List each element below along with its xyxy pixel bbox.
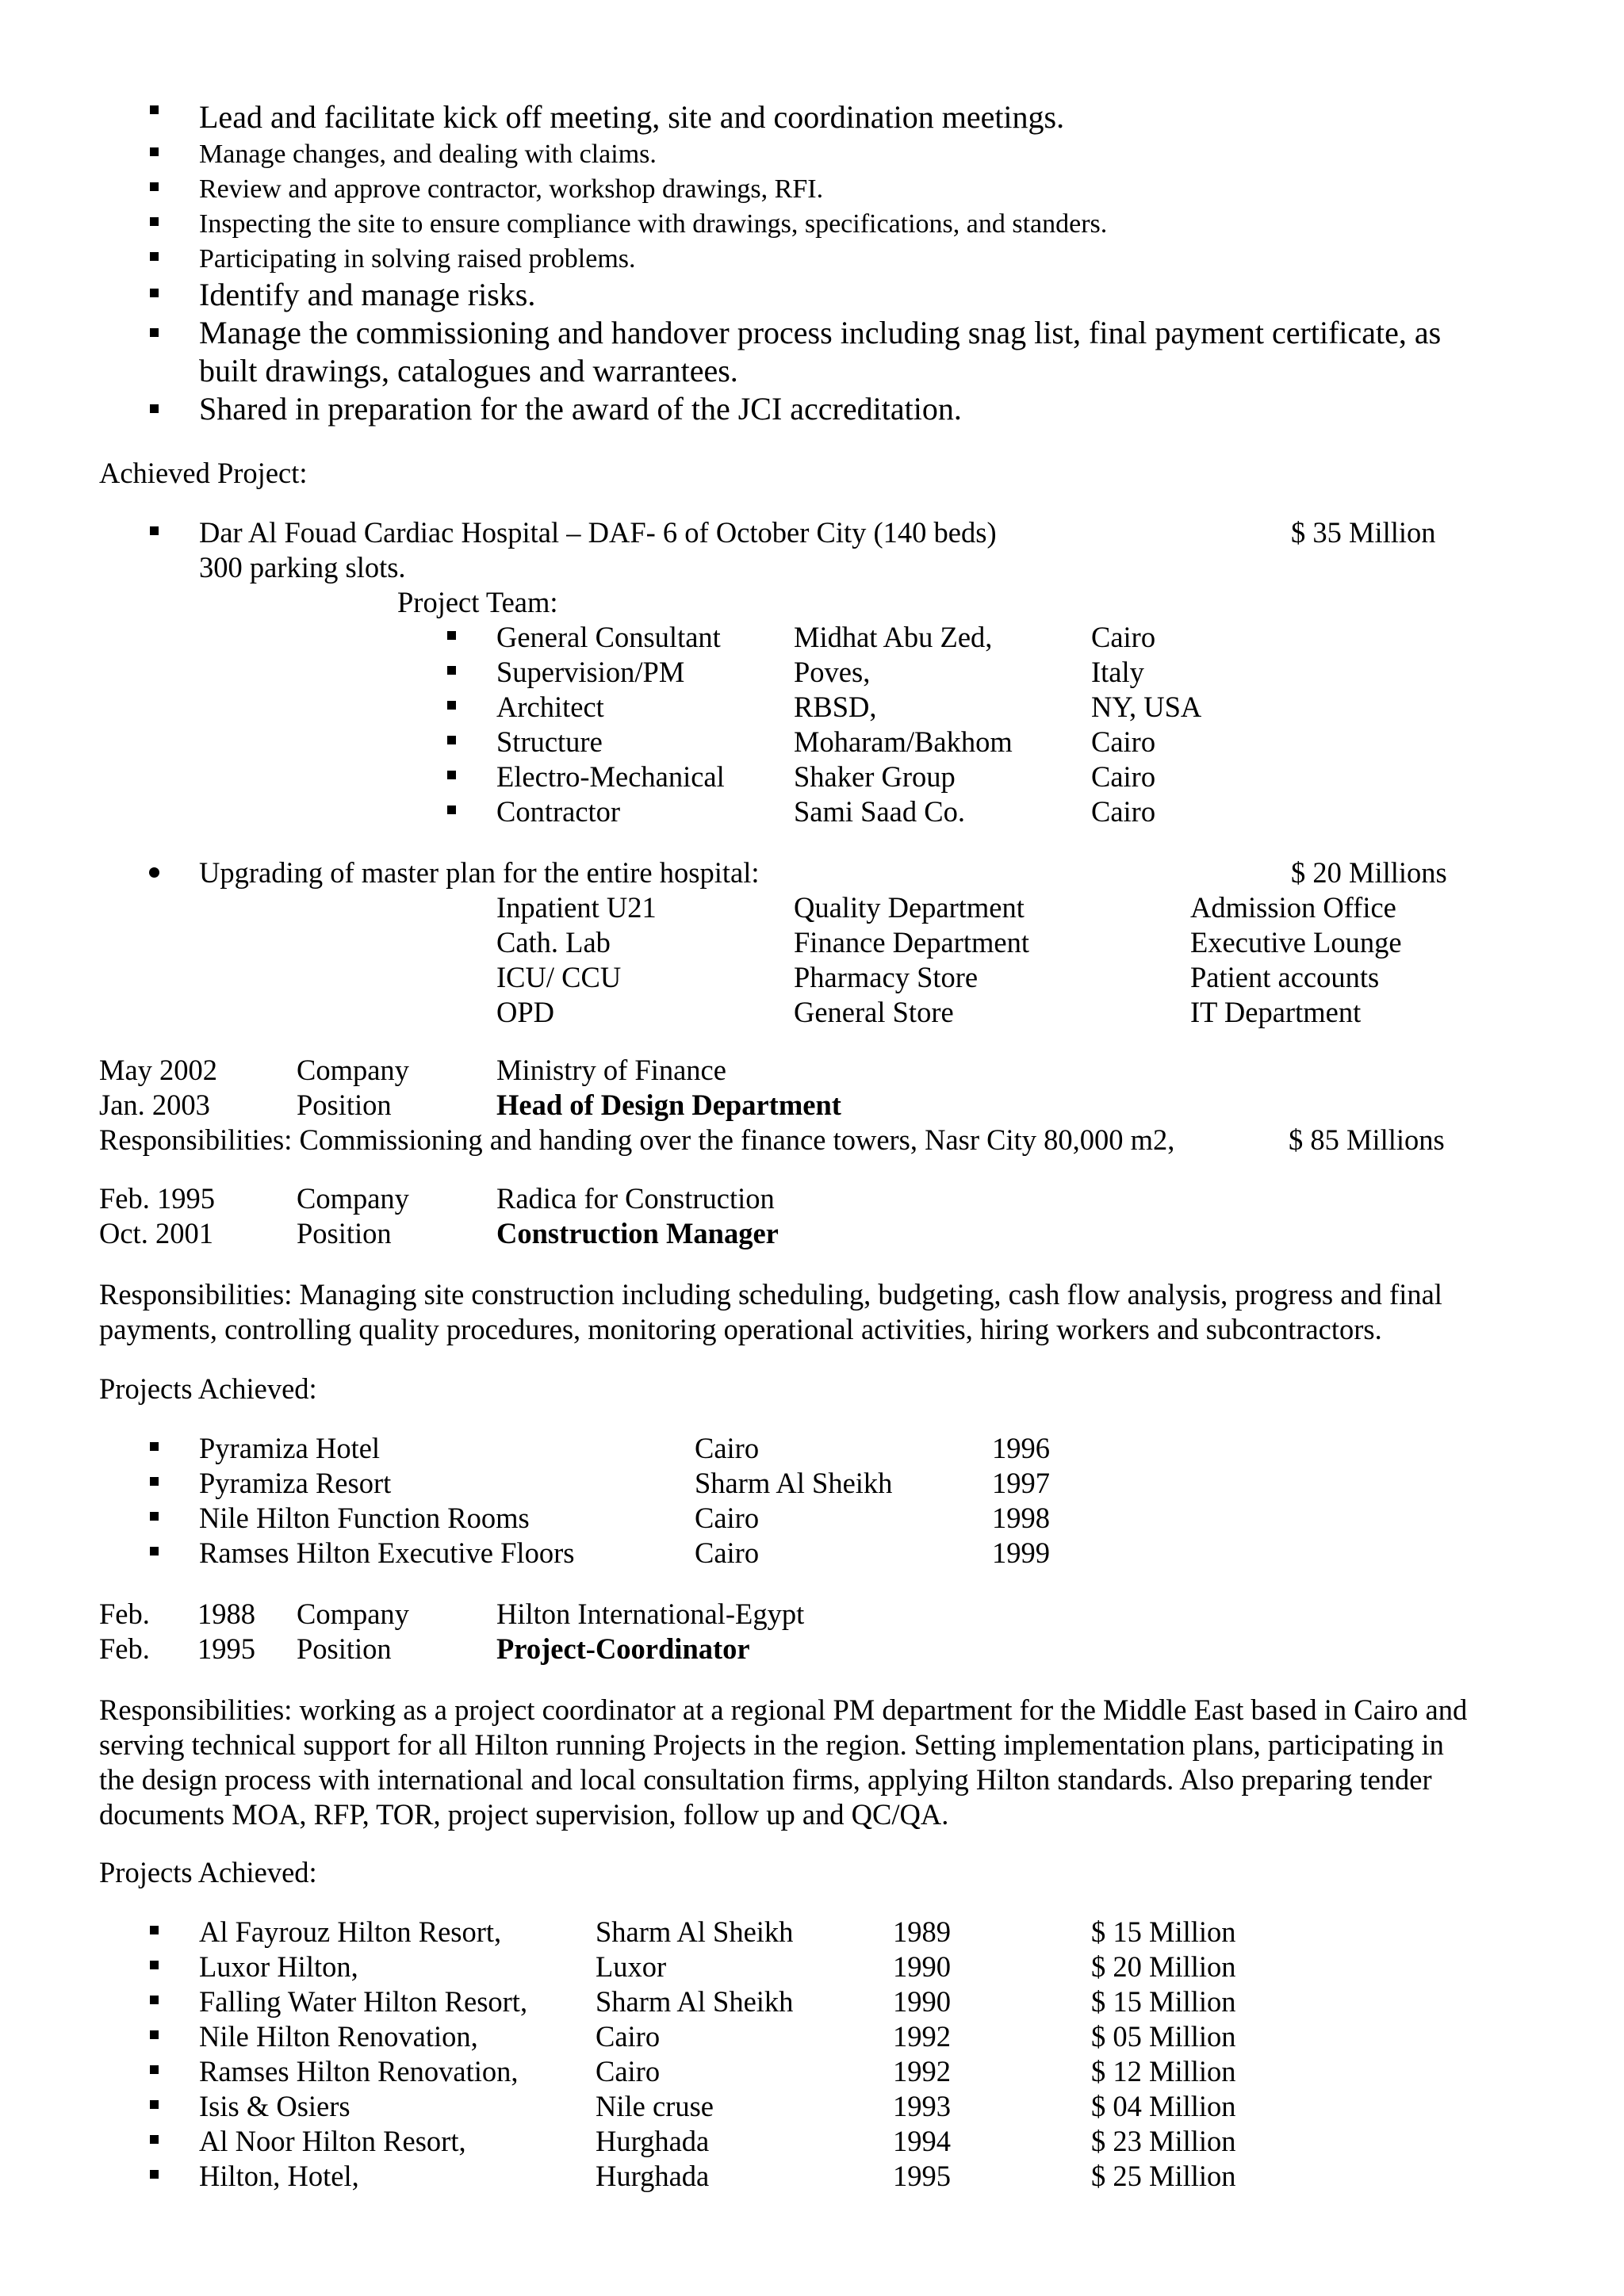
- project-location: Sharm Al Sheikh: [596, 1915, 794, 1948]
- project-location: Cairo: [695, 1432, 760, 1464]
- project-location: Sharm Al Sheikh: [596, 1985, 794, 2018]
- department-item: OPD: [496, 996, 555, 1028]
- project-value: $ 25 Million: [1091, 2160, 1236, 2192]
- project-name: Pyramiza Hotel: [199, 1432, 381, 1464]
- project-location: Nile cruse: [596, 2090, 714, 2122]
- project-name: Luxor Hilton,: [199, 1950, 358, 1983]
- bullet-item: Identify and manage risks.: [199, 277, 536, 312]
- bullet-square-icon: [447, 701, 456, 710]
- bullet-item: Lead and facilitate kick off meeting, site and coordination meetings.: [199, 99, 1065, 135]
- section-heading: Projects Achieved:: [99, 1856, 317, 1888]
- bullet-square-icon: [150, 182, 159, 191]
- job-field-label: Position: [297, 1089, 392, 1121]
- team-company: Midhat Abu Zed,: [794, 621, 993, 653]
- job-end-date: Jan. 2003: [99, 1089, 210, 1121]
- job-value: $ 85 Millions: [1289, 1123, 1445, 1156]
- bullet-square-icon: [150, 147, 159, 156]
- job-field-label: Company: [297, 1054, 409, 1086]
- project-year: 1990: [893, 1950, 951, 1983]
- job-responsibilities: the design process with international and local consultation firms, applying Hilton standards. Also preparing tender: [99, 1763, 1432, 1796]
- bullet-square-icon: [150, 2065, 159, 2074]
- team-location: Cairo: [1091, 795, 1156, 828]
- project-year: 1992: [893, 2020, 951, 2053]
- project-value: $ 23 Million: [1091, 2125, 1236, 2157]
- project-name: Al Noor Hilton Resort,: [199, 2125, 466, 2157]
- bullet-square-icon: [150, 1477, 159, 1486]
- bullet-square-icon: [150, 2030, 159, 2039]
- department-item: General Store: [794, 996, 954, 1028]
- project-location: Cairo: [596, 2055, 661, 2087]
- project-location: Hurghada: [596, 2160, 710, 2192]
- department-item: Finance Department: [794, 926, 1029, 959]
- team-role: Architect: [496, 691, 604, 723]
- project-year: 1998: [992, 1502, 1050, 1534]
- project-year: 1992: [893, 2055, 951, 2087]
- job-end-month: Feb.: [99, 1632, 150, 1665]
- bullet-item: Manage the commissioning and handover process including snag list, final payment certificate, as: [199, 315, 1442, 350]
- project-value: $ 20 Million: [1091, 1950, 1236, 1983]
- job-responsibilities: serving technical support for all Hilton running Projects in the region. Setting implementation plans, participating in: [99, 1728, 1444, 1761]
- bullet-square-icon: [150, 328, 159, 337]
- bullet-dot-icon: [149, 867, 159, 878]
- project-title: Upgrading of master plan for the entire hospital:: [199, 856, 760, 889]
- bullet-square-icon: [150, 404, 159, 413]
- project-name: Isis & Osiers: [199, 2090, 350, 2122]
- project-location: Hurghada: [596, 2125, 710, 2157]
- bullet-item: Participating in solving raised problems.: [199, 244, 636, 274]
- project-year: 1994: [893, 2125, 951, 2157]
- bullet-square-icon: [150, 1547, 159, 1556]
- team-role: General Consultant: [496, 621, 721, 653]
- department-item: Inpatient U21: [496, 891, 657, 924]
- job-company: Hilton International-Egypt: [496, 1598, 805, 1630]
- bullet-item: Inspecting the site to ensure compliance with drawings, specifications, and standers.: [199, 209, 1108, 239]
- team-location: Cairo: [1091, 725, 1156, 758]
- job-field-label: Company: [297, 1182, 409, 1215]
- bullet-square-icon: [150, 1961, 159, 1969]
- bullet-square-icon: [150, 1512, 159, 1521]
- project-name: Nile Hilton Function Rooms: [199, 1502, 530, 1534]
- bullet-item-continuation: built drawings, catalogues and warrantees.: [199, 353, 738, 388]
- bullet-square-icon: [150, 2100, 159, 2109]
- department-item: Pharmacy Store: [794, 961, 979, 993]
- job-responsibilities: Responsibilities: Commissioning and handing over the finance towers, Nasr City 80,000 m2,: [99, 1123, 1175, 1156]
- section-heading: Achieved Project:: [99, 457, 308, 489]
- project-year: 1990: [893, 1985, 951, 2018]
- team-location: NY, USA: [1091, 691, 1202, 723]
- department-item: Quality Department: [794, 891, 1025, 924]
- team-company: Moharam/Bakhom: [794, 725, 1013, 758]
- department-item: Patient accounts: [1190, 961, 1380, 993]
- team-company: RBSD,: [794, 691, 877, 723]
- project-location: Cairo: [695, 1502, 760, 1534]
- team-location: Italy: [1091, 656, 1144, 688]
- project-value: $ 35 Million: [1291, 516, 1436, 549]
- project-year: 1997: [992, 1467, 1050, 1499]
- job-start-year: 1988: [197, 1598, 255, 1630]
- job-field-label: Position: [297, 1217, 392, 1249]
- bullet-square-icon: [150, 289, 159, 297]
- bullet-square-icon: [150, 252, 159, 261]
- job-field-label: Company: [297, 1598, 409, 1630]
- bullet-square-icon: [150, 2170, 159, 2179]
- team-role: Electro-Mechanical: [496, 760, 725, 793]
- project-value: $ 12 Million: [1091, 2055, 1236, 2087]
- bullet-square-icon: [150, 217, 159, 226]
- team-role: Structure: [496, 725, 603, 758]
- job-responsibilities: documents MOA, RFP, TOR, project supervision, follow up and QC/QA.: [99, 1798, 949, 1831]
- project-detail: 300 parking slots.: [199, 551, 406, 584]
- project-year: 1993: [893, 2090, 951, 2122]
- job-start-date: May 2002: [99, 1054, 218, 1086]
- job-end-year: 1995: [197, 1632, 255, 1665]
- project-value: $ 05 Million: [1091, 2020, 1236, 2053]
- bullet-square-icon: [150, 1926, 159, 1934]
- team-role: Supervision/PM: [496, 656, 685, 688]
- project-name: Ramses Hilton Renovation,: [199, 2055, 519, 2087]
- project-name: Ramses Hilton Executive Floors: [199, 1536, 575, 1569]
- bullet-square-icon: [150, 2135, 159, 2144]
- bullet-item: Review and approve contractor, workshop drawings, RFI.: [199, 174, 824, 204]
- project-location: Sharm Al Sheikh: [695, 1467, 893, 1499]
- project-location: Luxor: [596, 1950, 667, 1983]
- job-position: Head of Design Department: [496, 1089, 841, 1121]
- department-item: ICU/ CCU: [496, 961, 622, 993]
- project-name: Pyramiza Resort: [199, 1467, 392, 1499]
- bullet-item: Manage changes, and dealing with claims.: [199, 140, 657, 169]
- bullet-square-icon: [447, 806, 456, 814]
- bullet-square-icon: [447, 736, 456, 744]
- job-company: Radica for Construction: [496, 1182, 775, 1215]
- team-location: Cairo: [1091, 760, 1156, 793]
- job-position: Project-Coordinator: [496, 1632, 750, 1665]
- section-heading: Projects Achieved:: [99, 1372, 317, 1405]
- bullet-item: Shared in preparation for the award of the JCI accreditation.: [199, 391, 962, 427]
- project-value: $ 15 Million: [1091, 1915, 1236, 1948]
- job-position: Construction Manager: [496, 1217, 779, 1249]
- job-company: Ministry of Finance: [496, 1054, 726, 1086]
- project-value: $ 15 Million: [1091, 1985, 1236, 2018]
- job-field-label: Position: [297, 1632, 392, 1665]
- job-responsibilities: Responsibilities: working as a project coordinator at a regional PM department for the Middle East based in Cairo and: [99, 1693, 1468, 1726]
- bullet-square-icon: [150, 1996, 159, 2004]
- project-year: 1995: [893, 2160, 951, 2192]
- bullet-square-icon: [150, 105, 159, 114]
- project-year: 1996: [992, 1432, 1050, 1464]
- project-name: Nile Hilton Renovation,: [199, 2020, 478, 2053]
- department-item: Executive Lounge: [1190, 926, 1402, 959]
- team-company: Poves,: [794, 656, 871, 688]
- project-name: Falling Water Hilton Resort,: [199, 1985, 528, 2018]
- project-location: Cairo: [596, 2020, 661, 2053]
- bullet-square-icon: [150, 1442, 159, 1451]
- job-start-month: Feb.: [99, 1598, 150, 1630]
- department-item: Cath. Lab: [496, 926, 611, 959]
- bullet-square-icon: [447, 631, 456, 640]
- job-responsibilities: Responsibilities: Managing site construction including scheduling, budgeting, cash flow analysis, progress and final: [99, 1278, 1442, 1311]
- project-year: 1989: [893, 1915, 951, 1948]
- department-item: Admission Office: [1190, 891, 1396, 924]
- project-value: $ 20 Millions: [1291, 856, 1447, 889]
- job-end-date: Oct. 2001: [99, 1217, 213, 1249]
- team-company: Sami Saad Co.: [794, 795, 965, 828]
- bullet-square-icon: [150, 526, 159, 535]
- project-title: Dar Al Fouad Cardiac Hospital – DAF- 6 of October City (140 beds): [199, 516, 997, 549]
- team-location: Cairo: [1091, 621, 1156, 653]
- team-role: Contractor: [496, 795, 621, 828]
- bullet-square-icon: [447, 666, 456, 675]
- project-team-label: Project Team:: [397, 586, 558, 618]
- project-location: Cairo: [695, 1536, 760, 1569]
- department-item: IT Department: [1190, 996, 1362, 1028]
- job-start-date: Feb. 1995: [99, 1182, 215, 1215]
- project-year: 1999: [992, 1536, 1050, 1569]
- team-company: Shaker Group: [794, 760, 956, 793]
- project-value: $ 04 Million: [1091, 2090, 1236, 2122]
- job-responsibilities: payments, controlling quality procedures, monitoring operational activities, hiring workers and subcontractors.: [99, 1313, 1382, 1345]
- project-name: Hilton, Hotel,: [199, 2160, 359, 2192]
- bullet-square-icon: [447, 771, 456, 779]
- project-name: Al Fayrouz Hilton Resort,: [199, 1915, 502, 1948]
